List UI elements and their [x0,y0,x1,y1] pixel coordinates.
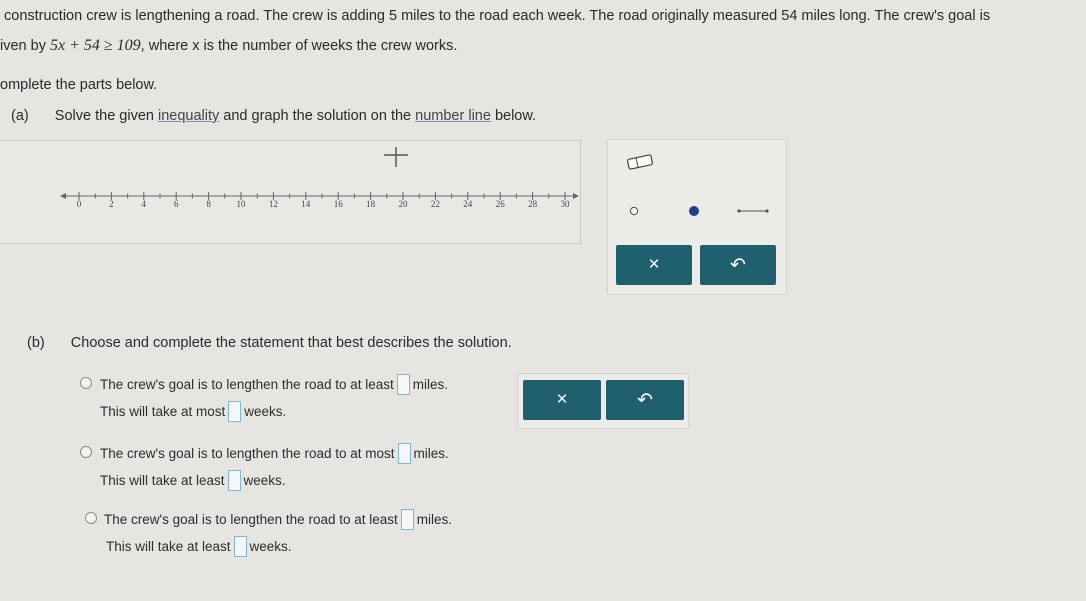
number-line-left-arrow [60,193,66,199]
option-1-weeks-input[interactable] [228,401,241,422]
tick-label: 18 [366,199,376,209]
part-b-instruction [27,335,512,351]
option-3-unit-2: weeks. [249,539,292,555]
option-3-weeks-input[interactable] [234,536,247,557]
closed-dot-icon[interactable] [687,204,701,218]
tick-label: 20 [398,199,408,209]
option-1-unit: miles. [412,377,449,393]
answer-buttons-panel [517,373,689,429]
option-3-unit: miles. [416,512,453,528]
tick-label: 26 [495,199,505,209]
number-line-panel[interactable] [0,140,581,244]
option-2-text-2: This will take at least [100,473,225,489]
part-a-instruction [11,108,536,124]
part-a-label: (a) [11,108,29,124]
problem-line-1: construction crew is lengthening a road. The crew is adding 5 miles to the road each week. The road originally measured 54 miles long. The crew's goal is [4,8,991,24]
tick-label: 30 [560,199,570,209]
option-2-radio[interactable] [80,446,92,458]
part-a-text-before: Solve the given [54,108,158,124]
option-2-miles-input[interactable] [398,443,411,464]
option-2-line-2 [100,471,286,492]
number-line-link[interactable]: number line [415,108,491,124]
undo-icon: ↶ [730,254,746,276]
tick-label: 14 [301,199,311,209]
number-line-graph[interactable] [0,141,580,243]
option-3-radio[interactable] [85,512,97,524]
tick-label: 4 [141,199,147,209]
problem-line-2-suffix: , where x is the number of weeks the crew works. [140,38,458,54]
number-line-right-arrow [573,193,579,199]
inequality-expression: 5x + 54 ≥ 109 [49,37,141,54]
tick-label: 8 [206,199,211,209]
part-b-prompt: Choose and complete the statement that best describes the solution. [70,335,512,351]
tick-label: 0 [76,199,82,209]
option-3-miles-input[interactable] [401,509,414,530]
problem-line-2-prefix: iven by [0,38,50,54]
undo-icon: ↶ [637,389,653,411]
part-a-text-mid: and graph the solution on the [219,108,416,124]
tick-label: 10 [236,199,246,209]
option-1-miles-input[interactable] [397,374,410,395]
part-b-label: (b) [27,335,45,351]
part-a-text-after: below. [490,108,537,124]
option-1-line-1 [100,375,448,396]
tick-label: 24 [463,199,473,209]
undo-answer-button[interactable] [606,380,684,420]
graph-tools-panel [607,139,787,295]
tick-label: 22 [430,199,440,209]
inequality-link[interactable]: inequality [157,108,220,124]
clear-icon: × [648,254,660,275]
option-3-text-2: This will take at least [106,539,231,555]
segment-icon[interactable] [735,206,771,216]
problem-line-2 [0,37,457,55]
tick-label: 2 [109,199,114,209]
option-1-unit-2: weeks. [244,404,287,420]
clear-icon: × [556,389,568,410]
option-2-text: The crew's goal is to lengthen the road to at most [100,446,395,462]
tick-label: 28 [528,199,538,209]
option-1-radio[interactable] [80,377,92,389]
tick-label: 12 [268,199,278,209]
tick-label: 6 [173,199,179,209]
tick-label: 16 [333,199,343,209]
crosshair-cursor-icon [384,147,408,167]
eraser-icon[interactable] [625,152,655,172]
option-2-unit: miles. [413,446,449,462]
option-1-text: The crew's goal is to lengthen the road to at least [100,377,394,393]
open-dot-icon[interactable] [628,205,640,217]
option-1-text-2: This will take at most [100,404,226,420]
clear-answer-button[interactable] [523,380,601,420]
problem-line-3: omplete the parts below. [0,77,158,93]
option-3-line-2 [106,537,292,558]
undo-graph-button[interactable] [700,245,776,285]
clear-graph-button[interactable] [616,245,692,285]
option-3-text: The crew's goal is to lengthen the road to at least [104,512,398,528]
option-2-line-1 [100,444,449,465]
option-1-line-2 [100,402,286,423]
option-3-line-1 [104,510,452,531]
option-2-unit-2: weeks. [243,473,286,489]
option-2-weeks-input[interactable] [228,470,241,491]
